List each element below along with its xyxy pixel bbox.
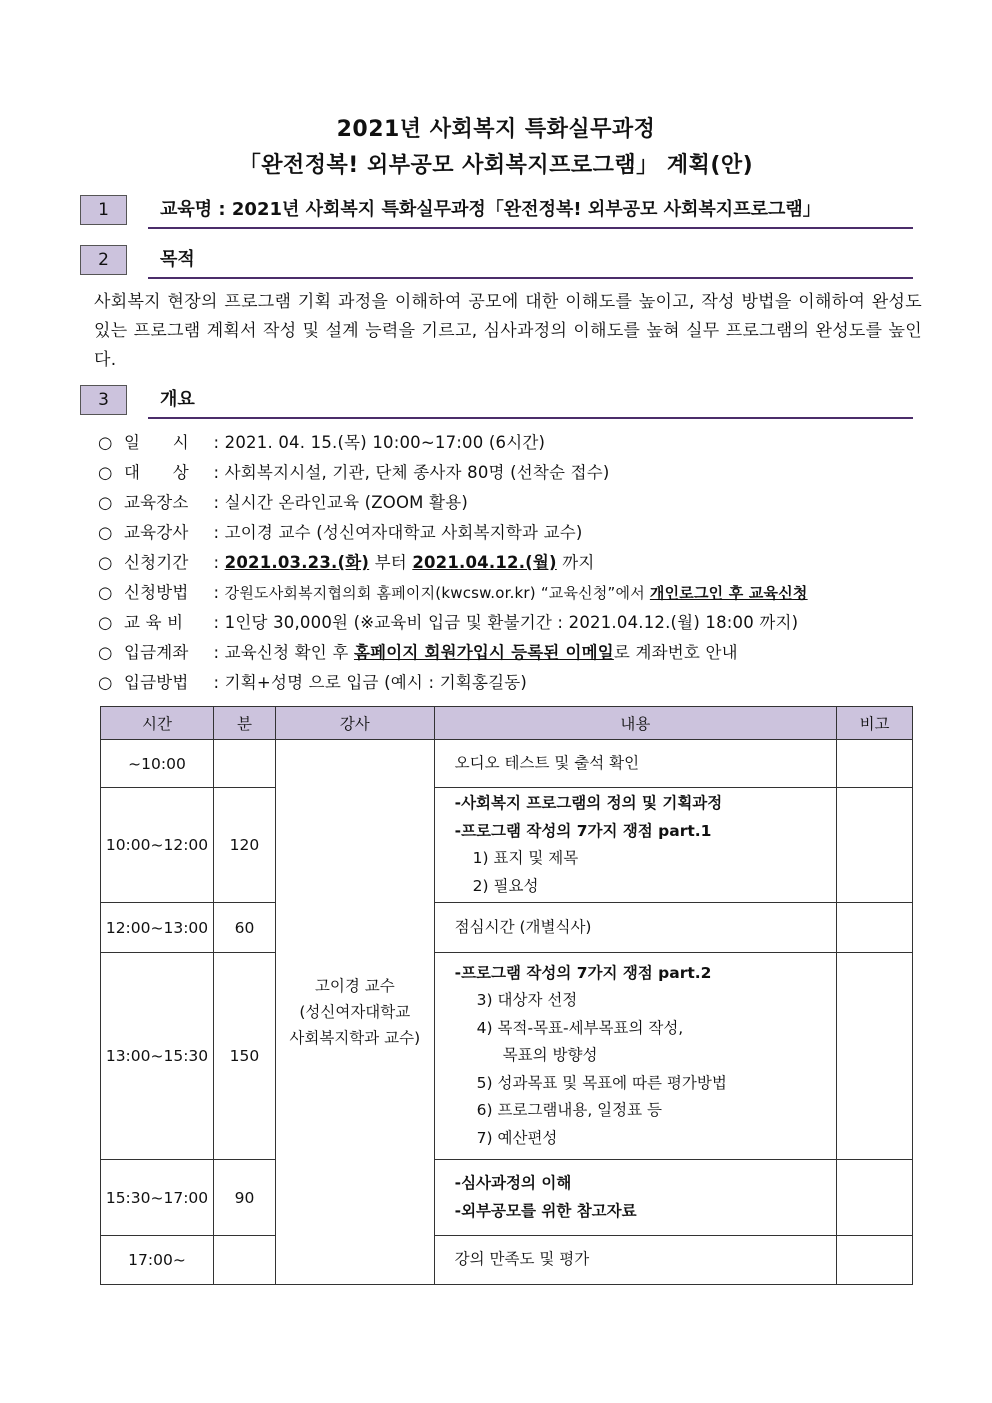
bullet-icon: ○ <box>98 523 113 542</box>
minutes-cell: 120 <box>213 788 275 903</box>
section-rule <box>148 417 913 419</box>
content-line: 오디오 테스트 및 출석 확인 <box>454 753 640 772</box>
table-header-row <box>101 707 913 740</box>
header-note: 비고 <box>837 707 913 740</box>
content-line: -사회복지 프로그램의 정의 및 기획과정 <box>454 794 723 812</box>
overview-key: 신청방법 <box>124 583 189 602</box>
period-start: 2021.03.23.(화) <box>224 553 370 572</box>
period-from: 부터 <box>369 553 413 572</box>
overview-value: 사회복지시설, 기관, 단체 종사자 80명 (선착순 접수) <box>224 463 610 482</box>
separator: : <box>208 433 225 452</box>
content-line: 3) 대상자 선정 <box>476 991 578 1010</box>
section-heading: 목적 <box>160 249 195 270</box>
content-cell <box>434 740 836 788</box>
note-cell <box>837 953 913 1160</box>
overview-key: 교육장소 <box>124 493 189 512</box>
content-cell <box>434 1236 836 1285</box>
document-title-line2: 「완전정복! 외부공모 사회복지프로그램」 계획(안) <box>238 153 754 178</box>
note-cell <box>837 1236 913 1285</box>
content-line: -심사과정의 이해 <box>454 1174 572 1192</box>
overview-value: 고이경 교수 (성신여자대학교 사회복지학과 교수) <box>224 523 583 542</box>
overview-value: 2021. 04. 15.(목) 10:00~17:00 (6시간) <box>224 433 546 452</box>
content-line: -프로그램 작성의 7가지 쟁점 part.2 <box>454 963 712 982</box>
table-row <box>101 1236 913 1285</box>
content-line: 목표의 방향성 <box>502 1046 598 1065</box>
content-line: -프로그램 작성의 7가지 쟁점 part.1 <box>454 821 712 840</box>
section-3 <box>80 385 913 415</box>
bullet-icon: ○ <box>98 643 113 662</box>
table-row <box>101 788 913 903</box>
overview-instructor <box>98 519 928 543</box>
content-line: 2) 필요성 <box>472 876 539 895</box>
bullet-icon: ○ <box>98 553 113 572</box>
table-row <box>101 1160 913 1236</box>
instructor-name: 고이경 교수 <box>314 977 395 995</box>
overview-value: 1인당 30,000원 (※교육비 입금 및 환불기간 : 2021.04.12.(월) 18:00 까지) <box>224 613 799 632</box>
instructor-affiliation: (성신여자대학교 <box>299 1003 411 1021</box>
minutes-cell: 150 <box>213 953 275 1160</box>
header-time: 시간 <box>101 707 214 740</box>
bullet-icon: ○ <box>98 613 113 632</box>
bullet-icon: ○ <box>98 463 113 482</box>
overview-key: 입금방법 <box>124 673 189 692</box>
document-title-line1: 2021년 사회복지 특화실무과정 <box>336 117 656 142</box>
section-number: 1 <box>80 195 127 225</box>
content-cell <box>434 788 836 903</box>
content-line: 7) 예산편성 <box>476 1128 558 1147</box>
content-line: 강의 만족도 및 평가 <box>454 1250 590 1269</box>
schedule-table <box>100 706 913 1285</box>
separator: : <box>208 463 225 482</box>
section-1 <box>80 195 913 225</box>
section-number: 2 <box>80 245 127 275</box>
separator: : <box>208 673 225 692</box>
time-cell: 15:30~17:00 <box>101 1160 214 1236</box>
section-heading: 개요 <box>160 389 195 410</box>
time-cell: 12:00~13:00 <box>101 903 214 953</box>
content-line: 1) 표지 및 제목 <box>472 849 579 867</box>
overview-fee <box>98 609 928 633</box>
minutes-cell: 60 <box>213 903 275 953</box>
overview-key: 신청기간 <box>124 553 189 572</box>
separator: : <box>208 643 225 662</box>
minutes-cell: 90 <box>213 1160 275 1236</box>
account-text: 교육신청 확인 후 <box>224 643 354 662</box>
overview-key: 교육강사 <box>124 523 189 542</box>
bullet-icon: ○ <box>98 673 113 692</box>
table-row <box>101 953 913 1160</box>
content-cell <box>434 1160 836 1236</box>
content-line: 4) 목적-목표-세부목표의 작성, <box>476 1018 684 1037</box>
overview-key: 일 시 <box>124 433 189 452</box>
section-rule <box>148 277 913 279</box>
overview-target <box>98 459 928 483</box>
header-minutes: 분 <box>213 707 275 740</box>
overview-method <box>98 579 928 603</box>
separator: : <box>208 583 225 602</box>
content-cell <box>434 903 836 953</box>
time-cell: ~10:00 <box>101 740 214 788</box>
overview-venue <box>98 489 928 513</box>
purpose-text: 사회복지 현장의 프로그램 기획 과정을 이해하여 공모에 대한 이해도를 높이고, 작성 방법을 이해하여 완성도 있는 프로그램 계획서 작성 및 설계 능력을 기르고, 심사과정의 이해도를 높혀 실무 프로그램의 완성도를 높인다. <box>94 292 922 370</box>
period-end: 2021.04.12.(월) <box>412 553 557 572</box>
method-text: 강원도사회복지협의회 홈페이지(kwcsw.or.kr) “교육신청”에서 <box>224 584 650 602</box>
section-rule <box>148 227 913 229</box>
content-cell <box>434 953 836 1160</box>
overview-deposit <box>98 669 928 693</box>
content-line: 5) 성과목표 및 목표에 따른 평가방법 <box>476 1073 727 1092</box>
separator: : <box>208 523 225 542</box>
content-line: 점심시간 (개별식사) <box>454 917 592 936</box>
minutes-cell <box>213 740 275 788</box>
time-cell: 13:00~15:30 <box>101 953 214 1160</box>
account-text-end: 로 계좌번호 안내 <box>613 643 738 662</box>
bullet-icon: ○ <box>98 493 113 512</box>
overview-key: 입금계좌 <box>124 643 189 662</box>
overview-key: 교 육 비 <box>124 613 184 632</box>
content-line: 6) 프로그램내용, 일정표 등 <box>476 1101 663 1120</box>
header-instructor: 강사 <box>275 707 434 740</box>
separator: : <box>208 613 225 632</box>
section-2 <box>80 245 913 275</box>
note-cell <box>837 1160 913 1236</box>
separator: : <box>208 493 225 512</box>
overview-value: 기획+성명 으로 입금 (예시 : 기획홍길동) <box>224 673 528 692</box>
method-emphasis: 개인로그인 후 교육신청 <box>649 584 808 602</box>
instructor-department: 사회복지학과 교수) <box>289 1029 421 1047</box>
overview-period <box>98 549 928 573</box>
overview-value: 실시간 온라인교육 (ZOOM 활용) <box>224 493 468 512</box>
bullet-icon: ○ <box>98 433 113 452</box>
time-cell: 10:00~12:00 <box>101 788 214 903</box>
bullet-icon: ○ <box>98 583 113 602</box>
note-cell <box>837 903 913 953</box>
period-to: 까지 <box>556 553 595 572</box>
overview-date <box>98 429 928 453</box>
header-content: 내용 <box>434 707 836 740</box>
overview-account <box>98 639 928 663</box>
section-number: 3 <box>80 385 127 415</box>
instructor-cell <box>275 740 434 1285</box>
note-cell <box>837 788 913 903</box>
separator: : <box>208 553 225 572</box>
account-emphasis: 홈페이지 회원가입시 등록된 이메일 <box>353 643 614 662</box>
table-row <box>101 740 913 788</box>
section-heading: 교육명 : 2021년 사회복지 특화실무과정「완전정복! 외부공모 사회복지프로그램」 <box>160 199 821 220</box>
note-cell <box>837 740 913 788</box>
time-cell: 17:00~ <box>101 1236 214 1285</box>
content-line: -외부공모를 위한 참고자료 <box>454 1201 637 1220</box>
overview-key: 대 상 <box>124 463 189 482</box>
table-row <box>101 903 913 953</box>
minutes-cell <box>213 1236 275 1285</box>
